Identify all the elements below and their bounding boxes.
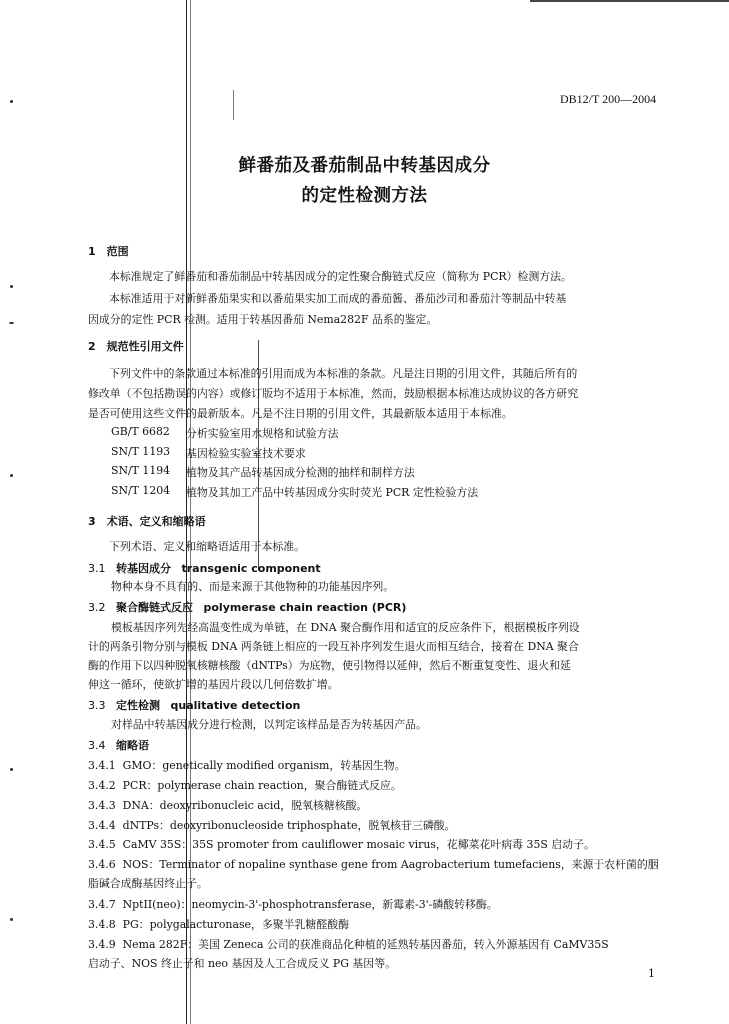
term-number: 3.3 bbox=[88, 699, 106, 712]
page-number: 1 bbox=[648, 967, 655, 980]
scan-speck bbox=[10, 768, 13, 771]
term-definition: 酶的作用下以四种脱氧核糖核酸（dNTPs）为底物，使引物得以延伸，然后不断重复变性、退火和延 bbox=[88, 659, 571, 672]
section-3-heading: 3 术语、定义和缩略语 bbox=[88, 515, 206, 528]
section-1-paragraph: 本标准规定了鲜番茄和番茄制品中转基因成分的定性聚合酶链式反应（简称为 PCR）检测方法。 bbox=[109, 270, 572, 283]
term-definition: 伸这一循环，使欲扩增的基因片段以几何倍数扩增。 bbox=[88, 678, 339, 691]
section-2-heading: 2 规范性引用文件 bbox=[88, 340, 184, 353]
term-name-cn: 定性检测 bbox=[116, 699, 160, 712]
term-number: 3.1 bbox=[88, 562, 106, 575]
term-name-cn: 转基因成分 bbox=[116, 562, 171, 575]
term-number: 3.2 bbox=[88, 601, 106, 614]
reference-code: SN/T 1194 bbox=[111, 464, 171, 477]
section-3-intro: 下列术语、定义和缩略语适用于本标准。 bbox=[109, 540, 306, 553]
reference-title: 植物及其加工产品中转基因成分实时荧光 PCR 定性检验方法 bbox=[186, 486, 479, 499]
abbreviation-item: 3.4.2 PCR：polymerase chain reaction，聚合酶链式反应。 bbox=[88, 779, 402, 792]
reference-title: 分析实验室用水规格和试验方法 bbox=[186, 427, 339, 440]
section-1-paragraph: 本标准适用于对新鲜番茄果实和以番茄果实加工而成的番茄酱、番茄沙司和番茄汁等制品中转基 bbox=[109, 292, 567, 305]
scan-speck bbox=[9, 322, 14, 324]
section-2-paragraph: 修改单（不包括勘误的内容）或修订版均不适用于本标准，然而，鼓励根据本标准达成协议的各方研究 bbox=[88, 387, 579, 400]
abbreviation-item: 3.4.9 Nema 282F：美国 Zeneca 公司的获准商品化种植的延熟转基因番茄，转入外源基因有 CaMV35S bbox=[88, 938, 609, 951]
abbreviation-item-continued: 脂碱合成酶基因终止子。 bbox=[88, 877, 208, 890]
abbreviation-item-continued: 启动子、NOS 终止子和 neo 基因及人工合成反义 PG 基因等。 bbox=[88, 957, 396, 970]
abbreviation-item: 3.4.5 CaMV 35S：35S promoter from cauliflower mosaic virus，花椰菜花叶病毒 35S 启动子。 bbox=[88, 838, 595, 851]
term-definition: 计的两条引物分别与模板 DNA 两条链上相应的一段互补序列发生退火而相互结合，接着在 DNA 聚合 bbox=[88, 640, 579, 653]
scan-edge bbox=[530, 0, 729, 2]
scan-artifact-line-2 bbox=[233, 90, 234, 120]
term-name-cn: 缩略语 bbox=[116, 739, 149, 752]
standard-code: DB12/T 200—2004 bbox=[560, 92, 657, 106]
abbreviation-item: 3.4.4 dNTPs：deoxyribonucleoside triphosphate，脱氧核苷三磷酸。 bbox=[88, 819, 456, 832]
term-definition: 模板基因序列先经高温变性成为单链，在 DNA 聚合酶作用和适宜的反应条件下，根据模板序列设 bbox=[111, 621, 580, 634]
reference-code: SN/T 1204 bbox=[111, 484, 171, 497]
term-definition: 对样品中转基因成分进行检测，以判定该样品是否为转基因产品。 bbox=[111, 718, 427, 731]
term-name-cn: 聚合酶链式反应 bbox=[116, 601, 193, 614]
term-name-en: transgenic component bbox=[181, 562, 321, 575]
scan-speck bbox=[10, 474, 13, 477]
abbreviation-item: 3.4.1 GMO：genetically modified organism，转基因生物。 bbox=[88, 759, 406, 772]
term-number: 3.4 bbox=[88, 739, 106, 752]
section-2-paragraph: 是否可使用这些文件的最新版本。凡是不注日期的引用文件，其最新版本适用于本标准。 bbox=[88, 407, 513, 420]
section-1-heading: 1 范围 bbox=[88, 245, 129, 258]
section-1-paragraph: 因成分的定性 PCR 检测。适用于转基因番茄 Nema282F 品系的鉴定。 bbox=[88, 313, 438, 326]
scan-speck bbox=[10, 285, 13, 288]
term-3-4 bbox=[88, 737, 149, 753]
term-3-2 bbox=[88, 599, 406, 615]
reference-code: SN/T 1193 bbox=[111, 445, 171, 458]
abbreviation-item: 3.4.3 DNA：deoxyribonucleic acid，脱氧核糖核酸。 bbox=[88, 799, 368, 812]
term-3-1 bbox=[88, 560, 321, 576]
abbreviation-item: 3.4.8 PG：polygalacturonase，多聚半乳糖醛酸酶 bbox=[88, 918, 349, 931]
term-name-en: polymerase chain reaction (PCR) bbox=[203, 601, 407, 614]
document-title-line2: 的定性检测方法 bbox=[301, 186, 428, 206]
reference-code: GB/T 6682 bbox=[111, 425, 170, 438]
term-definition: 物种本身不具有的、而是来源于其他物种的功能基因序列。 bbox=[111, 580, 395, 593]
term-name-en: qualitative detection bbox=[170, 699, 301, 712]
scan-speck bbox=[10, 918, 13, 921]
document-title-line1: 鲜番茄及番茄制品中转基因成分 bbox=[238, 156, 491, 176]
term-3-3 bbox=[88, 697, 300, 713]
reference-title: 植物及其产品转基因成分检测的抽样和制样方法 bbox=[186, 466, 415, 479]
abbreviation-item: 3.4.7 NptII(neo)：neomycin-3'-phosphotransferase，新霉素-3'-磷酸转移酶。 bbox=[88, 898, 498, 911]
section-2-paragraph: 下列文件中的条款通过本标准的引用而成为本标准的条款。凡是注日期的引用文件，其随后所有的 bbox=[109, 367, 578, 380]
reference-title: 基因检验实验室技术要求 bbox=[186, 447, 306, 460]
abbreviation-item: 3.4.6 NOS：Terminator of nopaline synthase gene from Aagrobacterium tumefaciens，来源于农杆菌的胭 bbox=[88, 858, 659, 871]
scan-speck bbox=[10, 100, 13, 103]
